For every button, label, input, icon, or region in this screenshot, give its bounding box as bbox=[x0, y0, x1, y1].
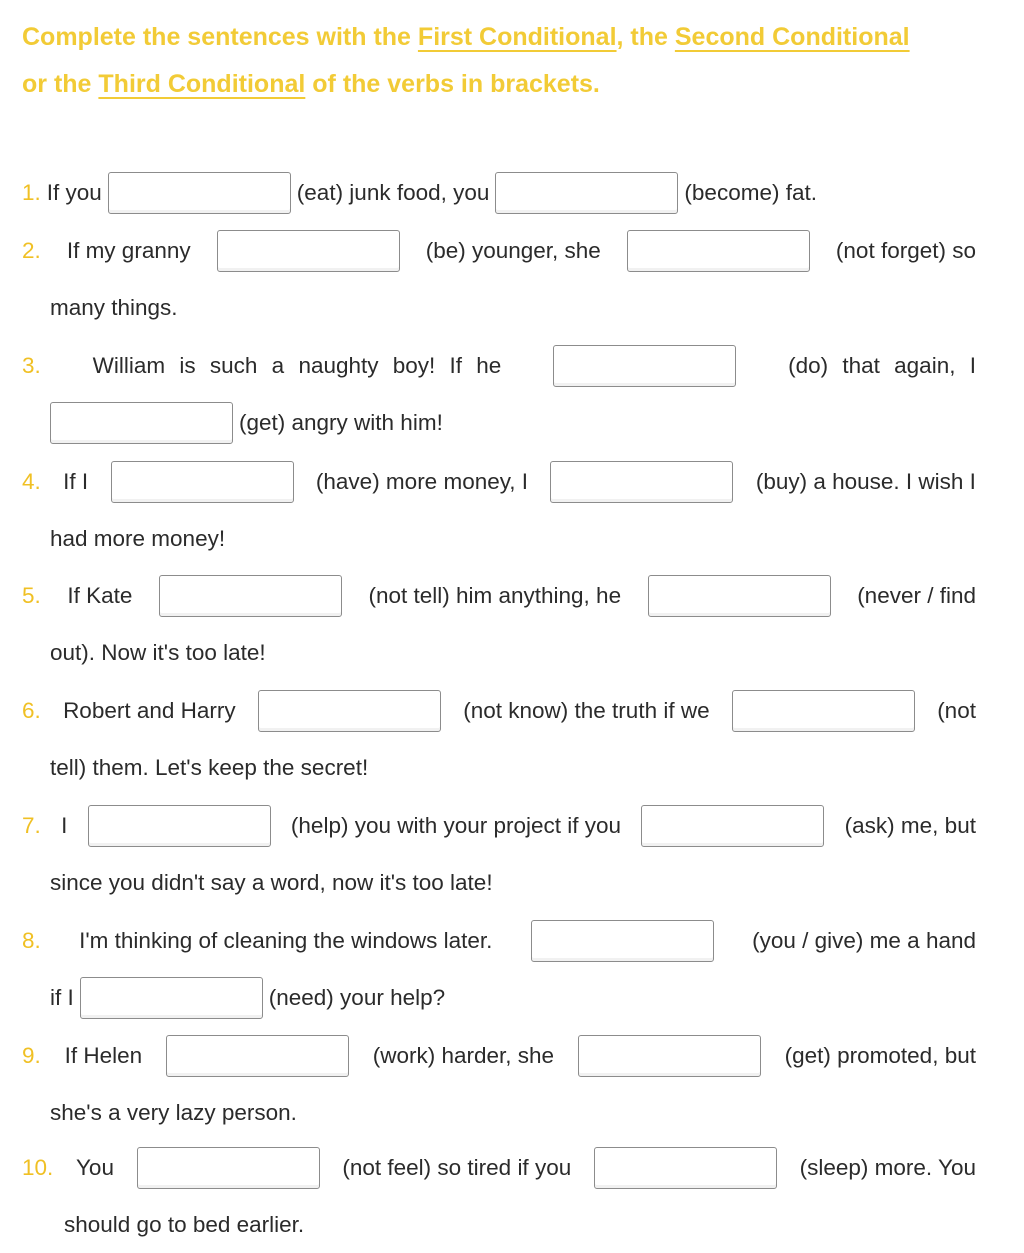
exercise-text: If my granny bbox=[66, 238, 191, 263]
exercise-hint: (help) you with your project if you bbox=[290, 813, 622, 838]
answer-blank-7b[interactable] bbox=[641, 805, 824, 847]
exercise-line-continued bbox=[50, 394, 976, 451]
exercise-text: since you didn't say a word, now it's too late! bbox=[50, 870, 493, 895]
exercise-line bbox=[22, 912, 976, 969]
exercise-hint: (work) harder, she bbox=[372, 1043, 555, 1068]
answer-blank-4a[interactable] bbox=[111, 461, 294, 503]
exercise-text: out). Now it's too late! bbox=[50, 640, 266, 665]
exercise-hint: (not feel) so tired if you bbox=[342, 1155, 572, 1180]
exercise-text: I'm thinking of cleaning the windows later. bbox=[79, 928, 493, 953]
answer-blank-2b[interactable] bbox=[627, 230, 810, 272]
answer-blank-7a[interactable] bbox=[88, 805, 271, 847]
answer-blank-1b[interactable] bbox=[495, 172, 678, 214]
exercise-text: If I bbox=[63, 469, 89, 494]
exercise-hint: (sleep) more. You bbox=[799, 1155, 976, 1180]
exercise-hint: (not forget) so bbox=[835, 238, 976, 263]
exercise-text: William is such a naughty boy! If he bbox=[92, 353, 502, 378]
instructions-text-2: , the bbox=[616, 23, 675, 51]
exercise-text: If Kate bbox=[67, 583, 133, 608]
exercise-hint: (need) your help? bbox=[268, 985, 446, 1010]
exercise-text: I bbox=[61, 813, 68, 838]
exercise-hint: (eat) junk food, you bbox=[296, 180, 490, 205]
exercise-line-continued bbox=[64, 1196, 976, 1253]
answer-blank-10a[interactable] bbox=[137, 1147, 320, 1189]
exercise-number: 5. bbox=[22, 583, 41, 608]
answer-blank-8a[interactable] bbox=[531, 920, 714, 962]
answer-blank-4b[interactable] bbox=[550, 461, 733, 503]
exercise-line bbox=[22, 164, 976, 221]
exercise-hint: (not tell) him anything, he bbox=[368, 583, 622, 608]
term-second-conditional: Second Conditional bbox=[674, 23, 910, 51]
exercise-hint: (get) angry with him! bbox=[239, 410, 443, 435]
exercise-hint: (have) more money, I bbox=[315, 469, 529, 494]
exercise-text: If you bbox=[46, 180, 102, 205]
exercise-line-continued bbox=[50, 624, 976, 681]
term-third-conditional: Third Conditional bbox=[98, 70, 306, 98]
exercise-number: 6. bbox=[22, 698, 41, 723]
exercise-hint: (do) that again, I bbox=[788, 353, 976, 378]
exercise-hint: (get) promoted, but bbox=[784, 1043, 976, 1068]
exercise-line bbox=[22, 1027, 976, 1084]
answer-blank-2a[interactable] bbox=[217, 230, 400, 272]
exercise-line-continued bbox=[50, 510, 976, 567]
exercise-text: You bbox=[75, 1155, 114, 1180]
answer-blank-10b[interactable] bbox=[594, 1147, 777, 1189]
exercise-line bbox=[22, 567, 976, 624]
exercise-line-continued bbox=[50, 739, 976, 796]
exercise-hint: (not know) the truth if we bbox=[463, 698, 710, 723]
exercise-text: had more money! bbox=[50, 526, 226, 551]
exercise-line bbox=[22, 222, 976, 279]
instructions-text-1: Complete the sentences with the bbox=[22, 23, 418, 51]
answer-blank-9b[interactable] bbox=[578, 1035, 761, 1077]
answer-blank-3b[interactable] bbox=[50, 402, 233, 444]
exercise-line-continued bbox=[50, 854, 976, 911]
exercise-text: should go to bed earlier. bbox=[64, 1212, 305, 1237]
exercise-text: If Helen bbox=[64, 1043, 143, 1068]
answer-blank-5a[interactable] bbox=[159, 575, 342, 617]
instructions bbox=[22, 14, 997, 108]
exercise-number: 10. bbox=[22, 1155, 54, 1180]
exercise-number: 4. bbox=[22, 469, 41, 494]
term-first-conditional: First Conditional bbox=[417, 23, 617, 51]
exercise-number: 8. bbox=[22, 928, 41, 953]
exercise-text: tell) them. Let's keep the secret! bbox=[50, 755, 369, 780]
exercise-number: 7. bbox=[22, 813, 41, 838]
exercise-text: if I bbox=[50, 985, 74, 1010]
exercise-text: many things. bbox=[50, 295, 178, 320]
answer-blank-5b[interactable] bbox=[648, 575, 831, 617]
exercise-line-continued bbox=[50, 1084, 976, 1141]
exercise-hint: (you / give) me a hand bbox=[752, 928, 976, 953]
exercise-number: 1. bbox=[22, 180, 41, 205]
exercise-number: 9. bbox=[22, 1043, 41, 1068]
answer-blank-6a[interactable] bbox=[258, 690, 441, 732]
instructions-text-3: or the bbox=[22, 70, 99, 98]
exercise-hint: (not bbox=[937, 698, 976, 723]
exercise-number: 3. bbox=[22, 353, 41, 378]
exercise-hint: (ask) me, but bbox=[844, 813, 976, 838]
exercise-line bbox=[22, 453, 976, 510]
answer-blank-8b[interactable] bbox=[80, 977, 263, 1019]
answer-blank-6b[interactable] bbox=[732, 690, 915, 732]
exercise-hint: (buy) a house. I wish I bbox=[755, 469, 976, 494]
exercise-line bbox=[22, 682, 976, 739]
instructions-text-4: of the verbs in brackets. bbox=[305, 70, 600, 98]
exercise-hint: (become) fat. bbox=[684, 180, 817, 205]
exercise-line bbox=[22, 1139, 976, 1196]
exercise-line-continued bbox=[50, 969, 976, 1026]
exercise-hint: (never / find bbox=[857, 583, 976, 608]
exercise-text: Robert and Harry bbox=[63, 698, 236, 723]
exercise-text: she's a very lazy person. bbox=[50, 1100, 297, 1125]
exercise-line-continued bbox=[50, 279, 976, 336]
exercise-number: 2. bbox=[22, 238, 41, 263]
answer-blank-9a[interactable] bbox=[166, 1035, 349, 1077]
exercise-hint: (be) younger, she bbox=[425, 238, 601, 263]
answer-blank-3a[interactable] bbox=[553, 345, 736, 387]
exercise-line bbox=[22, 797, 976, 854]
answer-blank-1a[interactable] bbox=[108, 172, 291, 214]
exercise-line bbox=[22, 337, 976, 394]
